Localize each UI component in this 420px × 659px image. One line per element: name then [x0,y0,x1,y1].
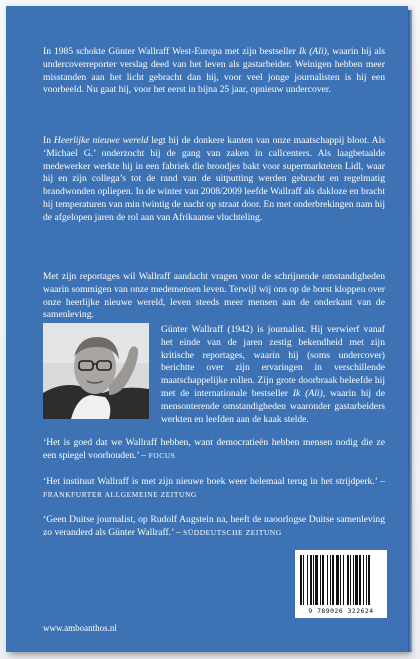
quote-source: FRANKFURTER ALLGEMEINE ZEITUNG [43,489,197,499]
review-quote [43,514,385,540]
bio-book-title: Ik (Ali) [292,387,323,399]
content-text-start: In [43,135,54,146]
bio-text-start: Günter Wallraff (1942) is journalist. Hij verwierf vanaf het einde van de jaren zestig bekendheid met zijn kritische reportages, waarin hij (soms undercover) berichtte over zijn ervaringen in verschillende maatschappelijke rollen. Zijn grote doorbraak beleefde hij met de internationale bestseller [161,324,385,399]
quote-source: SÜDDEUTSCHE ZEITUNG [183,527,282,537]
review-quote [43,476,385,502]
quote-source: FOCUS [148,450,176,460]
quote-text: ‘Het is goed dat we Wallraff hebben, want democratieën hebben mensen nodig die ze een spiegel voorhouden.’ – [43,437,385,461]
content-text-end: legt hij de donkere kanten van onze maatschappij bloot. Als ‘Michael G.’ onderzocht hij de gang van zaken in callcenters. Als laagbetaalde medewerker werkte hij in een fabriek die broodjes bakt voor supermarkteten Lidl, waar hij en zijn collega’s tot de rand van de uitputting werden gebracht en regelmatig brandwonden opliepen. In de winter van 2008/2009 leefde Wallraff als dakloze en bracht hij temperaturen van min twintig de nacht op straat door. En met onderbrekingen nam hij de afgelopen jaren de rol aan van Afrikaanse vluchteling. [43,135,385,223]
barcode-bars-icon [300,555,382,605]
intro-text-end: , waarin hij als undercoverreporter verslag deed van het leven als gastarbeider. Weinigen hebben meer misstanden aan het licht gebracht dan hij, voor veel jonge journalisten is hij een voorbeeld. Nu gaat hij, voor het eerst in bijna 25 jaar, opnieuw undercover. [43,46,385,96]
bio-text-end: , waarin hij de mensonterende omstandigheden waaronder gastarbeiders werkten en leefden aan de kaak stelde. [161,387,385,425]
content-book-title: Heerlijke nieuwe wereld [53,135,149,146]
intro-paragraph [43,46,385,97]
author-photo [43,323,149,419]
quote-text: ‘Geen Duitse journalist, op Rudolf Augstein na, heeft de naoorlogse Duitse samenleving zo veranderd als Günter Wallraff.’ – [43,514,385,538]
book-back-cover [6,6,408,652]
publisher-website: www.amboanthos.nl [43,623,117,633]
content-paragraph [43,135,385,225]
author-bio [161,324,385,426]
quote-text: ‘Het instituut Wallraff is met zijn nieuwe boek weer helemaal terug in het strijdperk.’ – [43,476,385,487]
purpose-paragraph: Met zijn reportages wil Wallraff aandacht vragen voor de schrijnende omstandigheden waarin sommigen van onze medemensen leven. Terwijl wij ons op de borst kloppen over onze heerlijke nieuwe wereld, leven steeds meer mensen aan de onderkant van de samenleving. [43,271,385,321]
intro-book-title: Ik (Ali) [298,46,327,57]
isbn-barcode [295,550,387,618]
review-quote [43,437,385,463]
intro-text-start: In 1985 schokte Günter Wallraff West-Europa met zijn bestseller [43,46,299,57]
isbn-number: 9 789026 322624 [308,607,374,615]
